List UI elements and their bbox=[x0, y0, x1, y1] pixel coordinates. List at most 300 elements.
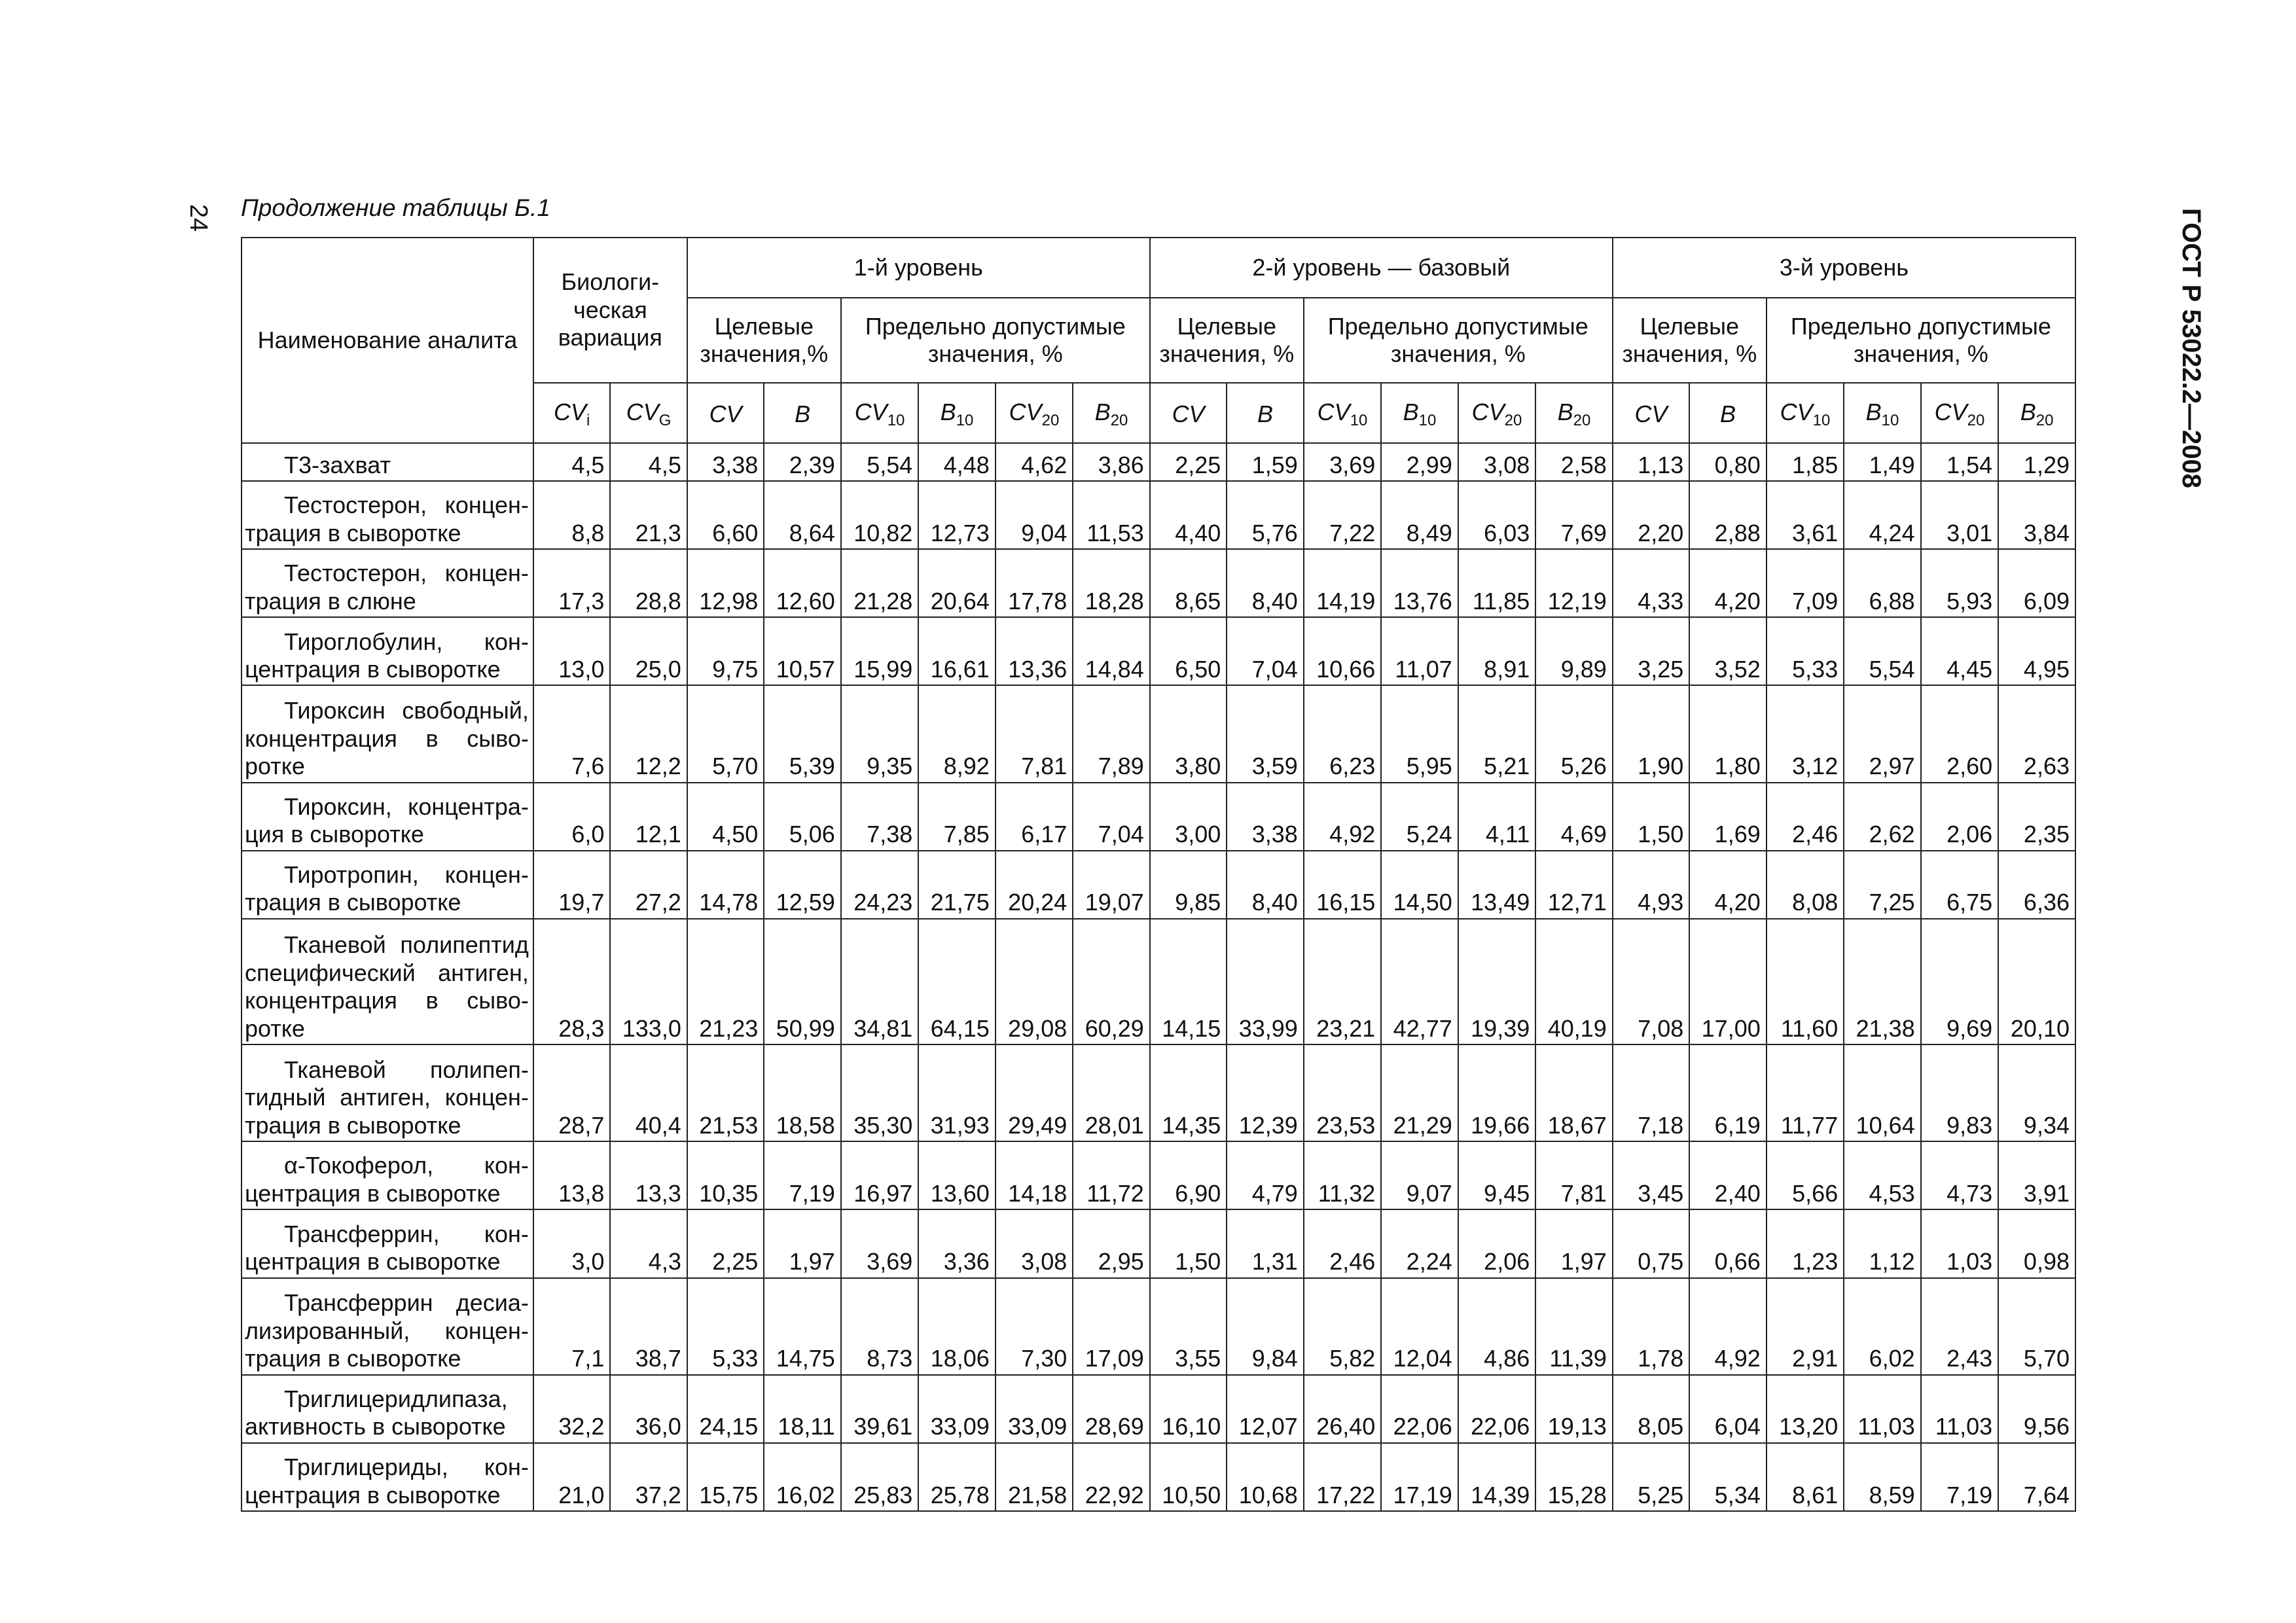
value-cell: 2,95 bbox=[1073, 1209, 1150, 1277]
value-cell: 6,0 bbox=[533, 783, 610, 851]
value-cell: 1,50 bbox=[1613, 783, 1689, 851]
value-cell: 5,93 bbox=[1921, 549, 1998, 617]
value-cell: 9,83 bbox=[1921, 1044, 1998, 1141]
value-cell: 4,48 bbox=[918, 443, 995, 481]
value-cell: 2,20 bbox=[1613, 481, 1689, 549]
value-cell: 13,36 bbox=[996, 617, 1073, 685]
value-cell: 11,03 bbox=[1844, 1375, 1920, 1443]
value-cell: 23,53 bbox=[1304, 1044, 1381, 1141]
analyte-name: Триглицериды, кон-центрация в сыворотке bbox=[242, 1443, 533, 1511]
header-cv20: $CV_{20}$ bbox=[1921, 383, 1998, 443]
value-cell: 12,59 bbox=[764, 851, 840, 919]
value-cell: 7,64 bbox=[1998, 1443, 2075, 1511]
value-cell: 4,33 bbox=[1613, 549, 1689, 617]
value-cell: 16,15 bbox=[1304, 851, 1381, 919]
value-cell: 21,28 bbox=[841, 549, 918, 617]
value-cell: 1,80 bbox=[1689, 685, 1766, 782]
value-cell: 2,35 bbox=[1998, 783, 2075, 851]
value-cell: 7,6 bbox=[533, 685, 610, 782]
value-cell: 11,39 bbox=[1535, 1278, 1613, 1375]
value-cell: 3,61 bbox=[1767, 481, 1844, 549]
value-cell: 10,50 bbox=[1150, 1443, 1227, 1511]
value-cell: 15,28 bbox=[1535, 1443, 1613, 1511]
value-cell: 7,19 bbox=[764, 1141, 840, 1209]
value-cell: 1,13 bbox=[1613, 443, 1689, 481]
value-cell: 10,35 bbox=[687, 1141, 764, 1209]
value-cell: 8,8 bbox=[533, 481, 610, 549]
value-cell: 6,23 bbox=[1304, 685, 1381, 782]
header-b10: $B_{10}$ bbox=[918, 383, 995, 443]
value-cell: 4,73 bbox=[1921, 1141, 1998, 1209]
value-cell: 9,89 bbox=[1535, 617, 1613, 685]
value-cell: 1,59 bbox=[1227, 443, 1303, 481]
header-b10: $B_{10}$ bbox=[1381, 383, 1458, 443]
header-b: B bbox=[1227, 383, 1303, 443]
analyte-name: Трансферрин десиа-лизированный, концен-трация в сыворотке bbox=[242, 1278, 533, 1375]
value-cell: 28,7 bbox=[533, 1044, 610, 1141]
value-cell: 13,76 bbox=[1381, 549, 1458, 617]
value-cell: 14,50 bbox=[1381, 851, 1458, 919]
value-cell: 16,97 bbox=[841, 1141, 918, 1209]
value-cell: 4,40 bbox=[1150, 481, 1227, 549]
value-cell: 3,80 bbox=[1150, 685, 1227, 782]
value-cell: 9,85 bbox=[1150, 851, 1227, 919]
value-cell: 4,45 bbox=[1921, 617, 1998, 685]
value-cell: 9,84 bbox=[1227, 1278, 1303, 1375]
header-target-3: Целевые значения, % bbox=[1613, 298, 1767, 383]
value-cell: 36,0 bbox=[610, 1375, 687, 1443]
value-cell: 3,84 bbox=[1998, 481, 2075, 549]
value-cell: 1,54 bbox=[1921, 443, 1998, 481]
value-cell: 5,70 bbox=[687, 685, 764, 782]
value-cell: 3,86 bbox=[1073, 443, 1150, 481]
value-cell: 11,77 bbox=[1767, 1044, 1844, 1141]
value-cell: 39,61 bbox=[841, 1375, 918, 1443]
header-cv: CV bbox=[687, 383, 764, 443]
value-cell: 33,09 bbox=[996, 1375, 1073, 1443]
value-cell: 5,54 bbox=[841, 443, 918, 481]
value-cell: 1,90 bbox=[1613, 685, 1689, 782]
value-cell: 29,49 bbox=[996, 1044, 1073, 1141]
value-cell: 2,40 bbox=[1689, 1141, 1766, 1209]
header-cv20: $CV_{20}$ bbox=[1458, 383, 1535, 443]
value-cell: 11,32 bbox=[1304, 1141, 1381, 1209]
analyte-name: Триглицеридлипаза, активность в сыворотке bbox=[242, 1375, 533, 1443]
table-row bbox=[242, 549, 2075, 617]
value-cell: 5,82 bbox=[1304, 1278, 1381, 1375]
value-cell: 7,25 bbox=[1844, 851, 1920, 919]
value-cell: 22,06 bbox=[1458, 1375, 1535, 1443]
value-cell: 7,38 bbox=[841, 783, 918, 851]
header-level-1: 1-й уровень bbox=[687, 238, 1150, 298]
value-cell: 23,21 bbox=[1304, 919, 1381, 1044]
value-cell: 7,08 bbox=[1613, 919, 1689, 1044]
value-cell: 3,25 bbox=[1613, 617, 1689, 685]
header-analyte: Наименование аналита bbox=[242, 238, 533, 443]
table-row bbox=[242, 783, 2075, 851]
value-cell: 8,40 bbox=[1227, 549, 1303, 617]
analyte-name: Тестостерон, концен-трация в слюне bbox=[242, 549, 533, 617]
value-cell: 21,53 bbox=[687, 1044, 764, 1141]
value-cell: 33,99 bbox=[1227, 919, 1303, 1044]
value-cell: 5,39 bbox=[764, 685, 840, 782]
value-cell: 5,76 bbox=[1227, 481, 1303, 549]
table-row bbox=[242, 1044, 2075, 1141]
value-cell: 10,82 bbox=[841, 481, 918, 549]
value-cell: 7,04 bbox=[1073, 783, 1150, 851]
header-b: B bbox=[764, 383, 840, 443]
value-cell: 7,18 bbox=[1613, 1044, 1689, 1141]
value-cell: 17,22 bbox=[1304, 1443, 1381, 1511]
value-cell: 14,15 bbox=[1150, 919, 1227, 1044]
value-cell: 1,03 bbox=[1921, 1209, 1998, 1277]
value-cell: 8,73 bbox=[841, 1278, 918, 1375]
value-cell: 7,81 bbox=[1535, 1141, 1613, 1209]
value-cell: 10,57 bbox=[764, 617, 840, 685]
value-cell: 42,77 bbox=[1381, 919, 1458, 1044]
header-b20: $B_{20}$ bbox=[1998, 383, 2075, 443]
value-cell: 18,11 bbox=[764, 1375, 840, 1443]
value-cell: 6,90 bbox=[1150, 1141, 1227, 1209]
value-cell: 17,3 bbox=[533, 549, 610, 617]
value-cell: 3,45 bbox=[1613, 1141, 1689, 1209]
value-cell: 11,60 bbox=[1767, 919, 1844, 1044]
value-cell: 13,3 bbox=[610, 1141, 687, 1209]
value-cell: 3,38 bbox=[1227, 783, 1303, 851]
value-cell: 8,49 bbox=[1381, 481, 1458, 549]
value-cell: 5,66 bbox=[1767, 1141, 1844, 1209]
value-cell: 19,07 bbox=[1073, 851, 1150, 919]
value-cell: 38,7 bbox=[610, 1278, 687, 1375]
analyte-name: Тироглобулин, кон-центрация в сыворотке bbox=[242, 617, 533, 685]
value-cell: 14,78 bbox=[687, 851, 764, 919]
value-cell: 8,59 bbox=[1844, 1443, 1920, 1511]
header-level-2: 2-й уровень — базовый bbox=[1150, 238, 1613, 298]
value-cell: 4,92 bbox=[1689, 1278, 1766, 1375]
value-cell: 3,0 bbox=[533, 1209, 610, 1277]
value-cell: 4,92 bbox=[1304, 783, 1381, 851]
value-cell: 8,61 bbox=[1767, 1443, 1844, 1511]
value-cell: 6,03 bbox=[1458, 481, 1535, 549]
value-cell: 6,02 bbox=[1844, 1278, 1920, 1375]
value-cell: 1,49 bbox=[1844, 443, 1920, 481]
table-row bbox=[242, 1209, 2075, 1277]
value-cell: 4,11 bbox=[1458, 783, 1535, 851]
value-cell: 2,97 bbox=[1844, 685, 1920, 782]
value-cell: 3,69 bbox=[841, 1209, 918, 1277]
value-cell: 3,36 bbox=[918, 1209, 995, 1277]
header-b20: $B_{20}$ bbox=[1535, 383, 1613, 443]
value-cell: 21,38 bbox=[1844, 919, 1920, 1044]
value-cell: 5,24 bbox=[1381, 783, 1458, 851]
value-cell: 2,43 bbox=[1921, 1278, 1998, 1375]
value-cell: 9,35 bbox=[841, 685, 918, 782]
analyte-name: Т3-захват bbox=[242, 443, 533, 481]
value-cell: 7,19 bbox=[1921, 1443, 1998, 1511]
header-limit-1: Предельно допустимые значения, % bbox=[841, 298, 1150, 383]
value-cell: 6,09 bbox=[1998, 549, 2075, 617]
value-cell: 18,28 bbox=[1073, 549, 1150, 617]
value-cell: 6,60 bbox=[687, 481, 764, 549]
value-cell: 7,85 bbox=[918, 783, 995, 851]
value-cell: 33,09 bbox=[918, 1375, 995, 1443]
value-cell: 3,00 bbox=[1150, 783, 1227, 851]
value-cell: 6,75 bbox=[1921, 851, 1998, 919]
value-cell: 4,79 bbox=[1227, 1141, 1303, 1209]
value-cell: 11,53 bbox=[1073, 481, 1150, 549]
header-limit-2: Предельно допустимые значения, % bbox=[1304, 298, 1613, 383]
data-table bbox=[241, 237, 2076, 1512]
value-cell: 2,58 bbox=[1535, 443, 1613, 481]
value-cell: 12,04 bbox=[1381, 1278, 1458, 1375]
value-cell: 12,60 bbox=[764, 549, 840, 617]
header-cvg: $CV_G$ bbox=[610, 383, 687, 443]
value-cell: 21,58 bbox=[996, 1443, 1073, 1511]
value-cell: 5,26 bbox=[1535, 685, 1613, 782]
value-cell: 21,3 bbox=[610, 481, 687, 549]
value-cell: 16,10 bbox=[1150, 1375, 1227, 1443]
value-cell: 28,01 bbox=[1073, 1044, 1150, 1141]
value-cell: 24,23 bbox=[841, 851, 918, 919]
value-cell: 2,06 bbox=[1921, 783, 1998, 851]
value-cell: 8,05 bbox=[1613, 1375, 1689, 1443]
value-cell: 22,06 bbox=[1381, 1375, 1458, 1443]
value-cell: 13,8 bbox=[533, 1141, 610, 1209]
value-cell: 7,1 bbox=[533, 1278, 610, 1375]
value-cell: 14,18 bbox=[996, 1141, 1073, 1209]
value-cell: 25,78 bbox=[918, 1443, 995, 1511]
value-cell: 7,81 bbox=[996, 685, 1073, 782]
value-cell: 31,93 bbox=[918, 1044, 995, 1141]
value-cell: 1,97 bbox=[764, 1209, 840, 1277]
value-cell: 9,34 bbox=[1998, 1044, 2075, 1141]
value-cell: 21,23 bbox=[687, 919, 764, 1044]
value-cell: 16,61 bbox=[918, 617, 995, 685]
value-cell: 2,62 bbox=[1844, 783, 1920, 851]
value-cell: 3,08 bbox=[1458, 443, 1535, 481]
value-cell: 28,8 bbox=[610, 549, 687, 617]
value-cell: 17,09 bbox=[1073, 1278, 1150, 1375]
value-cell: 4,93 bbox=[1613, 851, 1689, 919]
value-cell: 20,24 bbox=[996, 851, 1073, 919]
value-cell: 4,69 bbox=[1535, 783, 1613, 851]
value-cell: 2,99 bbox=[1381, 443, 1458, 481]
header-target-1: Целевые значения,% bbox=[687, 298, 841, 383]
value-cell: 50,99 bbox=[764, 919, 840, 1044]
value-cell: 4,20 bbox=[1689, 549, 1766, 617]
table-row bbox=[242, 617, 2075, 685]
standard-id: ГОСТ Р 53022.2—2008 bbox=[2177, 207, 2206, 489]
value-cell: 1,78 bbox=[1613, 1278, 1689, 1375]
value-cell: 19,13 bbox=[1535, 1375, 1613, 1443]
value-cell: 9,56 bbox=[1998, 1375, 2075, 1443]
value-cell: 21,29 bbox=[1381, 1044, 1458, 1141]
table-row bbox=[242, 443, 2075, 481]
value-cell: 17,78 bbox=[996, 549, 1073, 617]
value-cell: 40,19 bbox=[1535, 919, 1613, 1044]
value-cell: 13,20 bbox=[1767, 1375, 1844, 1443]
header-target-2: Целевые значения, % bbox=[1150, 298, 1304, 383]
value-cell: 12,07 bbox=[1227, 1375, 1303, 1443]
value-cell: 4,50 bbox=[687, 783, 764, 851]
value-cell: 14,19 bbox=[1304, 549, 1381, 617]
value-cell: 13,49 bbox=[1458, 851, 1535, 919]
value-cell: 12,2 bbox=[610, 685, 687, 782]
table-row bbox=[242, 1375, 2075, 1443]
value-cell: 2,46 bbox=[1767, 783, 1844, 851]
value-cell: 2,60 bbox=[1921, 685, 1998, 782]
header-b20: $B_{20}$ bbox=[1073, 383, 1150, 443]
value-cell: 3,01 bbox=[1921, 481, 1998, 549]
analyte-name: Тиротропин, концен-трация в сыворотке bbox=[242, 851, 533, 919]
value-cell: 5,34 bbox=[1689, 1443, 1766, 1511]
value-cell: 4,86 bbox=[1458, 1278, 1535, 1375]
value-cell: 7,22 bbox=[1304, 481, 1381, 549]
value-cell: 6,36 bbox=[1998, 851, 2075, 919]
value-cell: 8,91 bbox=[1458, 617, 1535, 685]
value-cell: 11,72 bbox=[1073, 1141, 1150, 1209]
header-b10: $B_{10}$ bbox=[1844, 383, 1920, 443]
value-cell: 7,09 bbox=[1767, 549, 1844, 617]
header-cvi: $CV_i$ bbox=[533, 383, 610, 443]
value-cell: 18,67 bbox=[1535, 1044, 1613, 1141]
header-cv10: $CV_{10}$ bbox=[1304, 383, 1381, 443]
table-row bbox=[242, 1443, 2075, 1511]
value-cell: 34,81 bbox=[841, 919, 918, 1044]
value-cell: 5,54 bbox=[1844, 617, 1920, 685]
value-cell: 37,2 bbox=[610, 1443, 687, 1511]
value-cell: 9,04 bbox=[996, 481, 1073, 549]
value-cell: 4,95 bbox=[1998, 617, 2075, 685]
value-cell: 2,91 bbox=[1767, 1278, 1844, 1375]
value-cell: 12,1 bbox=[610, 783, 687, 851]
value-cell: 1,69 bbox=[1689, 783, 1766, 851]
page-number: 24 bbox=[185, 204, 213, 232]
value-cell: 1,29 bbox=[1998, 443, 2075, 481]
value-cell: 17,19 bbox=[1381, 1443, 1458, 1511]
value-cell: 3,38 bbox=[687, 443, 764, 481]
value-cell: 12,71 bbox=[1535, 851, 1613, 919]
analyte-name: Трансферрин, кон-центрация в сыворотке bbox=[242, 1209, 533, 1277]
table-row bbox=[242, 919, 2075, 1044]
value-cell: 4,5 bbox=[610, 443, 687, 481]
value-cell: 13,60 bbox=[918, 1141, 995, 1209]
value-cell: 0,75 bbox=[1613, 1209, 1689, 1277]
value-cell: 3,55 bbox=[1150, 1278, 1227, 1375]
value-cell: 18,06 bbox=[918, 1278, 995, 1375]
value-cell: 9,07 bbox=[1381, 1141, 1458, 1209]
header-cv: CV bbox=[1150, 383, 1227, 443]
value-cell: 19,7 bbox=[533, 851, 610, 919]
value-cell: 1,31 bbox=[1227, 1209, 1303, 1277]
value-cell: 14,35 bbox=[1150, 1044, 1227, 1141]
value-cell: 3,52 bbox=[1689, 617, 1766, 685]
value-cell: 8,40 bbox=[1227, 851, 1303, 919]
table-row bbox=[242, 851, 2075, 919]
value-cell: 2,46 bbox=[1304, 1209, 1381, 1277]
value-cell: 5,33 bbox=[1767, 617, 1844, 685]
value-cell: 8,65 bbox=[1150, 549, 1227, 617]
value-cell: 0,80 bbox=[1689, 443, 1766, 481]
value-cell: 9,75 bbox=[687, 617, 764, 685]
value-cell: 3,69 bbox=[1304, 443, 1381, 481]
value-cell: 2,63 bbox=[1998, 685, 2075, 782]
header-level-3: 3-й уровень bbox=[1613, 238, 2075, 298]
value-cell: 20,64 bbox=[918, 549, 995, 617]
value-cell: 133,0 bbox=[610, 919, 687, 1044]
value-cell: 7,69 bbox=[1535, 481, 1613, 549]
header-cv20: $CV_{20}$ bbox=[996, 383, 1073, 443]
value-cell: 0,66 bbox=[1689, 1209, 1766, 1277]
value-cell: 2,24 bbox=[1381, 1209, 1458, 1277]
value-cell: 20,10 bbox=[1998, 919, 2075, 1044]
value-cell: 15,99 bbox=[841, 617, 918, 685]
value-cell: 2,06 bbox=[1458, 1209, 1535, 1277]
header-cv: CV bbox=[1613, 383, 1689, 443]
value-cell: 3,91 bbox=[1998, 1141, 2075, 1209]
value-cell: 17,00 bbox=[1689, 919, 1766, 1044]
table-row bbox=[242, 1278, 2075, 1375]
value-cell: 6,19 bbox=[1689, 1044, 1766, 1141]
analyte-name: Тироксин, концентра-ция в сыворотке bbox=[242, 783, 533, 851]
value-cell: 1,23 bbox=[1767, 1209, 1844, 1277]
value-cell: 5,33 bbox=[687, 1278, 764, 1375]
value-cell: 10,64 bbox=[1844, 1044, 1920, 1141]
analyte-name: Тканевой полипептид специфический антиген, концентрация в сыво-ротке bbox=[242, 919, 533, 1044]
value-cell: 5,25 bbox=[1613, 1443, 1689, 1511]
value-cell: 35,30 bbox=[841, 1044, 918, 1141]
value-cell: 4,24 bbox=[1844, 481, 1920, 549]
value-cell: 7,30 bbox=[996, 1278, 1073, 1375]
value-cell: 12,73 bbox=[918, 481, 995, 549]
value-cell: 14,84 bbox=[1073, 617, 1150, 685]
value-cell: 1,97 bbox=[1535, 1209, 1613, 1277]
value-cell: 11,07 bbox=[1381, 617, 1458, 685]
table-row bbox=[242, 481, 2075, 549]
value-cell: 14,39 bbox=[1458, 1443, 1535, 1511]
value-cell: 27,2 bbox=[610, 851, 687, 919]
value-cell: 25,83 bbox=[841, 1443, 918, 1511]
value-cell: 2,25 bbox=[1150, 443, 1227, 481]
value-cell: 5,95 bbox=[1381, 685, 1458, 782]
header-cv10: $CV_{10}$ bbox=[1767, 383, 1844, 443]
value-cell: 12,39 bbox=[1227, 1044, 1303, 1141]
value-cell: 4,53 bbox=[1844, 1141, 1920, 1209]
value-cell: 21,0 bbox=[533, 1443, 610, 1511]
value-cell: 6,17 bbox=[996, 783, 1073, 851]
analyte-name: Тканевой полипеп-тидный антиген, концен-трация в сыворотке bbox=[242, 1044, 533, 1141]
value-cell: 7,89 bbox=[1073, 685, 1150, 782]
value-cell: 28,3 bbox=[533, 919, 610, 1044]
value-cell: 1,50 bbox=[1150, 1209, 1227, 1277]
value-cell: 15,75 bbox=[687, 1443, 764, 1511]
value-cell: 19,39 bbox=[1458, 919, 1535, 1044]
value-cell: 11,03 bbox=[1921, 1375, 1998, 1443]
value-cell: 3,12 bbox=[1767, 685, 1844, 782]
value-cell: 8,92 bbox=[918, 685, 995, 782]
value-cell: 9,45 bbox=[1458, 1141, 1535, 1209]
value-cell: 24,15 bbox=[687, 1375, 764, 1443]
value-cell: 0,98 bbox=[1998, 1209, 2075, 1277]
value-cell: 2,88 bbox=[1689, 481, 1766, 549]
value-cell: 12,98 bbox=[687, 549, 764, 617]
header-cv10: $CV_{10}$ bbox=[841, 383, 918, 443]
value-cell: 4,62 bbox=[996, 443, 1073, 481]
table-body bbox=[242, 443, 2075, 1511]
value-cell: 4,20 bbox=[1689, 851, 1766, 919]
value-cell: 64,15 bbox=[918, 919, 995, 1044]
value-cell: 3,59 bbox=[1227, 685, 1303, 782]
